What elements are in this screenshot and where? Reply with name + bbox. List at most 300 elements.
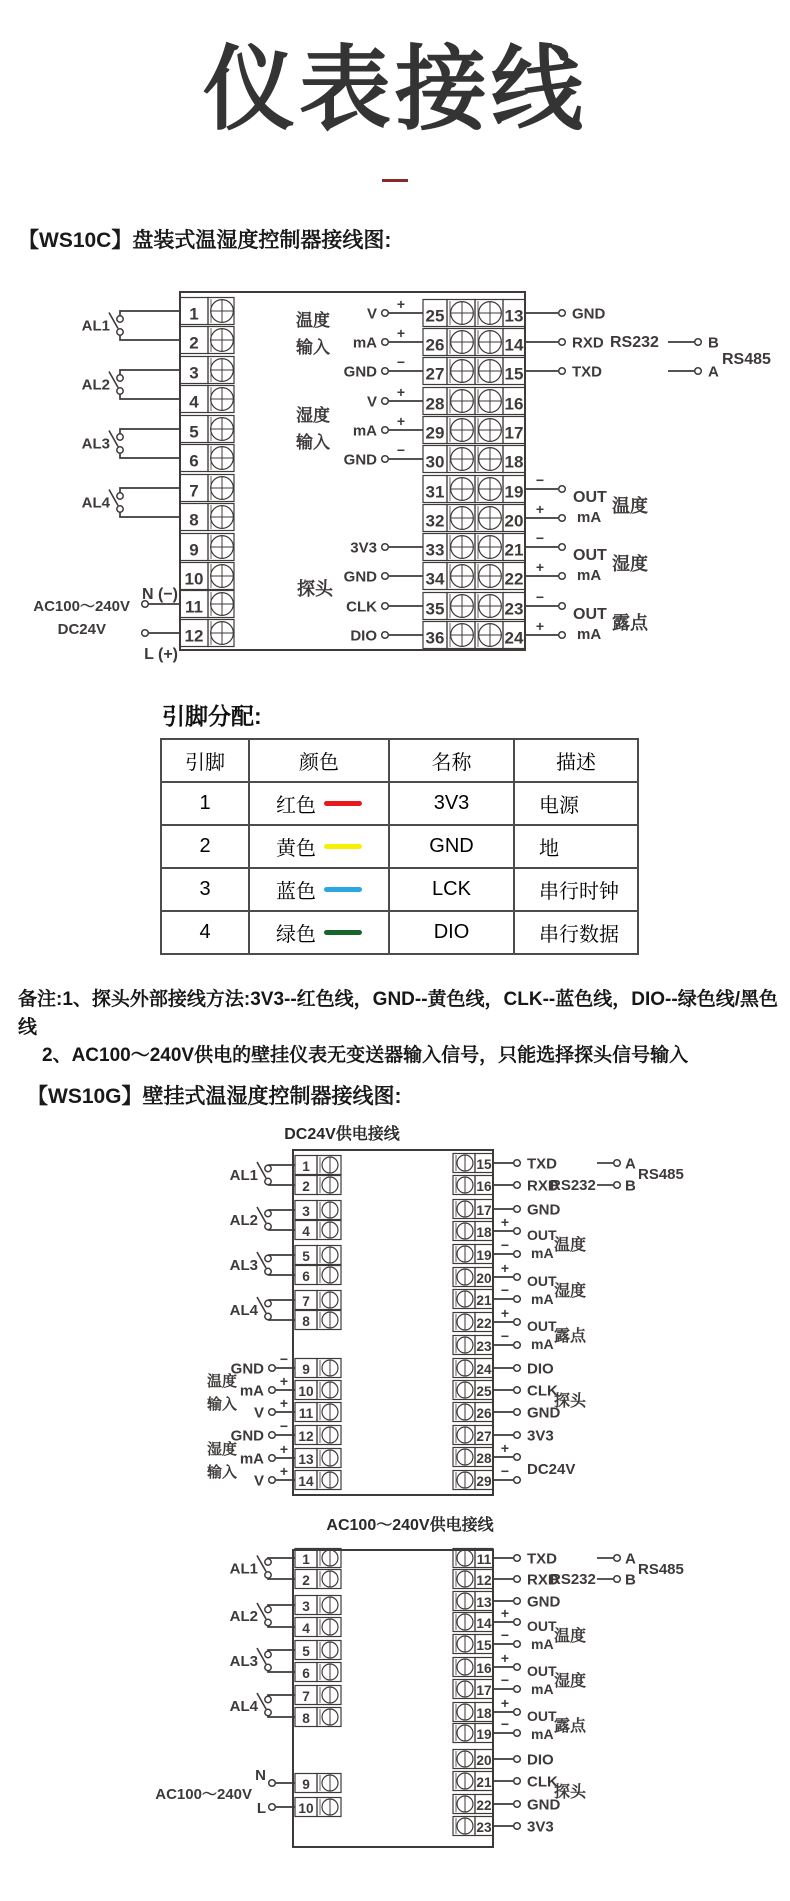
diagram-label: OUT xyxy=(527,1227,557,1243)
pin-number: 21 xyxy=(476,1292,492,1308)
pin-number: 24 xyxy=(476,1361,492,1377)
pin-number: 9 xyxy=(302,1776,310,1792)
wire-color-swatch-icon xyxy=(324,801,362,806)
terminal-dot-icon xyxy=(382,456,389,463)
wire xyxy=(268,1695,295,1696)
terminal-dot-icon xyxy=(559,515,566,522)
terminal-dot-icon xyxy=(514,1206,521,1213)
pin-number: 13 xyxy=(298,1451,314,1467)
pin-number: 20 xyxy=(476,1270,492,1286)
diagram-label: mA xyxy=(531,1636,554,1652)
notes xyxy=(18,986,783,1070)
pin-number-cell: 4 xyxy=(161,911,249,954)
pin-number: 3 xyxy=(302,1598,310,1614)
polarity-sign: + xyxy=(279,1373,289,1389)
terminal-label: mA xyxy=(352,334,377,352)
terminal-label: GND xyxy=(527,1201,561,1219)
diagram-label: 温度 xyxy=(296,311,330,330)
pin-number: 13 xyxy=(476,1594,492,1610)
pin-number: 2 xyxy=(302,1572,310,1588)
diagram-label: 温度 xyxy=(554,1237,587,1254)
pin-number: 8 xyxy=(189,510,199,530)
wire-color-name: 蓝色 xyxy=(276,881,316,903)
signal-desc-cell: 地 xyxy=(514,825,638,868)
pin-number: 22 xyxy=(476,1797,492,1813)
pin-number: 33 xyxy=(425,540,445,560)
section-title-ws10g: 【WS10G】壁挂式温湿度控制器接线图: xyxy=(27,1085,402,1108)
terminal-dot-icon xyxy=(269,1387,276,1394)
terminal-dot-icon xyxy=(514,1160,521,1167)
pin-table-title: 引脚分配: xyxy=(162,703,262,729)
terminal-label: TXD xyxy=(572,363,602,381)
terminal-dot-icon xyxy=(514,1641,521,1648)
terminal-dot-icon xyxy=(514,1342,521,1349)
pin-number: 19 xyxy=(476,1726,492,1742)
terminal-dot-icon xyxy=(269,1365,276,1372)
pin-number: 28 xyxy=(476,1450,492,1466)
pin-number: 5 xyxy=(302,1248,310,1264)
relay-contact-dot-icon xyxy=(265,1572,271,1578)
polarity-sign: + xyxy=(279,1463,289,1479)
terminal-dot-icon xyxy=(269,1780,276,1787)
pin-number: 4 xyxy=(189,392,199,412)
terminal-dot-icon xyxy=(514,1182,521,1189)
pin-number: 10 xyxy=(298,1800,314,1816)
wire-color-cell xyxy=(249,911,389,954)
pin-number: 11 xyxy=(185,597,203,617)
wire xyxy=(268,1605,295,1606)
polarity-sign: + xyxy=(396,384,406,400)
pin-number: 6 xyxy=(189,451,199,471)
terminal-dot-icon xyxy=(559,339,566,346)
terminal-dot-icon xyxy=(382,603,389,610)
pin-table-header-row xyxy=(161,739,638,782)
diagram-label: N (−) xyxy=(142,586,178,603)
diagram-label: L xyxy=(256,1800,266,1817)
pin-number: 1 xyxy=(302,1551,310,1567)
pin-number: 20 xyxy=(504,511,524,531)
terminal-label: GND xyxy=(343,568,377,586)
alarm-label: AL1 xyxy=(81,317,110,335)
diagram-label: mA xyxy=(531,1245,554,1261)
pin-table xyxy=(160,738,639,955)
terminal-dot-icon xyxy=(514,1756,521,1763)
pin-number: 17 xyxy=(504,423,524,443)
diagram-label: 露点 xyxy=(612,613,648,633)
subtitle-dc24v: DC24V供电接线 xyxy=(284,1126,400,1143)
signal-desc-cell: 串行时钟 xyxy=(514,868,638,911)
polarity-sign: + xyxy=(500,1440,510,1456)
diagram-label: RS485 xyxy=(638,1166,684,1183)
terminal-label: A xyxy=(625,1550,636,1568)
diagram-label: mA xyxy=(577,509,602,526)
polarity-sign: + xyxy=(279,1441,289,1457)
terminal-label: mA xyxy=(352,422,377,440)
terminal-dot-icon xyxy=(382,544,389,551)
polarity-sign: − xyxy=(396,442,406,458)
alarm-label: AL4 xyxy=(229,1698,258,1715)
pin-table-row xyxy=(161,825,638,868)
pin-number: 6 xyxy=(302,1268,310,1284)
terminal-dot-icon xyxy=(382,310,389,317)
alarm-label: AL3 xyxy=(81,435,110,453)
pin-number: 12 xyxy=(184,626,204,646)
relay-contact-dot-icon xyxy=(265,1313,271,1319)
wire-color-swatch-icon xyxy=(324,844,362,849)
diagram-label: 输入 xyxy=(296,338,330,357)
diagram-label: DC24V xyxy=(57,621,106,638)
wire xyxy=(268,1558,295,1559)
terminal-dot-icon xyxy=(559,310,566,317)
pin-table-row xyxy=(161,911,638,954)
diagram-label: OUT xyxy=(527,1663,557,1679)
polarity-sign: + xyxy=(500,1695,510,1711)
polarity-sign: − xyxy=(279,1351,289,1367)
pin-number: 25 xyxy=(425,306,445,326)
polarity-sign: + xyxy=(535,559,545,575)
pin-number: 10 xyxy=(184,569,204,589)
pin-table-row xyxy=(161,782,638,825)
diagram-label: AC100～240V xyxy=(33,598,130,615)
polarity-sign: − xyxy=(396,354,406,370)
terminal-dot-icon xyxy=(514,1365,521,1372)
terminal-label: RXD xyxy=(527,1571,559,1589)
pin-number: 16 xyxy=(476,1660,492,1676)
diagram-label: OUT xyxy=(527,1318,557,1334)
wire-color-name: 黄色 xyxy=(276,838,316,860)
diagram-label: 湿度 xyxy=(554,1673,587,1690)
terminal-dot-icon xyxy=(514,1730,521,1737)
wire xyxy=(120,429,180,434)
wire xyxy=(120,395,180,400)
terminal-label: A xyxy=(708,363,719,381)
terminal-dot-icon xyxy=(559,486,566,493)
diagram-label: mA xyxy=(531,1681,554,1697)
pin-number: 27 xyxy=(425,364,445,384)
pin-number: 1 xyxy=(189,304,199,324)
alarm-label: AL4 xyxy=(229,1302,258,1319)
terminal-dot-icon xyxy=(559,632,566,639)
diagram-label: mA xyxy=(531,1726,554,1742)
terminal-dot-icon xyxy=(514,1619,521,1626)
polarity-sign: + xyxy=(500,1260,510,1276)
diagram-label: OUT xyxy=(527,1273,557,1289)
terminal-label: GND xyxy=(572,305,606,323)
terminal-label: B xyxy=(625,1177,636,1195)
pin-number: 12 xyxy=(476,1572,492,1588)
wire xyxy=(120,488,180,493)
pin-number: 17 xyxy=(476,1202,492,1218)
terminal-label: GND xyxy=(230,1360,264,1378)
terminal-label: GND xyxy=(343,363,377,381)
polarity-sign: + xyxy=(500,1605,510,1621)
ws10c-wiring-diagram xyxy=(0,230,790,665)
terminal-dot-icon xyxy=(514,1432,521,1439)
relay-contact-dot-icon xyxy=(265,1223,271,1229)
pin-number: 4 xyxy=(302,1620,310,1636)
terminal-label: 3V3 xyxy=(527,1427,554,1445)
pin-number-cell: 3 xyxy=(161,868,249,911)
diagram-label: mA xyxy=(531,1336,554,1352)
pin-number: 14 xyxy=(476,1615,492,1631)
pin-number: 9 xyxy=(302,1361,310,1377)
relay-contact-dot-icon xyxy=(265,1651,271,1657)
diagram-label: 湿度 xyxy=(612,554,648,574)
terminal-dot-icon xyxy=(614,1555,621,1562)
pin-table-body xyxy=(161,782,638,954)
polarity-sign: + xyxy=(500,1305,510,1321)
polarity-sign: + xyxy=(535,618,545,634)
diagram-label: L (+) xyxy=(144,646,178,663)
terminal-label: V xyxy=(253,1472,264,1490)
polarity-sign: − xyxy=(500,1672,510,1688)
diagram-label: RS485 xyxy=(722,351,771,368)
alarm-label: AL2 xyxy=(229,1608,258,1625)
terminal-dot-icon xyxy=(514,1686,521,1693)
alarm-label: AL2 xyxy=(229,1212,258,1229)
terminal-dot-icon xyxy=(514,1664,521,1671)
pin-number: 15 xyxy=(504,364,524,384)
polarity-sign: − xyxy=(500,1237,510,1253)
diagram-label: 输入 xyxy=(206,1396,238,1413)
pin-number: 19 xyxy=(476,1247,492,1263)
terminal-label: CLK xyxy=(346,598,377,616)
pin-number: 18 xyxy=(504,452,524,472)
pin-number: 13 xyxy=(504,306,524,326)
title-underline xyxy=(382,179,408,182)
diagram-label: 温度 xyxy=(206,1373,238,1390)
alarm-label: AL1 xyxy=(229,1560,258,1578)
pin-number: 23 xyxy=(476,1819,492,1835)
pin-number: 18 xyxy=(476,1224,492,1240)
note-line-1: 备注:1、探头外部接线方法:3V3--红色线，GND--黄色线，CLK--蓝色线，DIO--绿色线/黑色线 xyxy=(18,989,778,1038)
terminal-label: CLK xyxy=(527,1773,558,1791)
pin-number: 35 xyxy=(425,599,445,619)
diagram-label: mA xyxy=(577,626,602,643)
pin-number: 29 xyxy=(476,1473,492,1489)
pin-number: 26 xyxy=(476,1405,492,1421)
terminal-dot-icon xyxy=(382,632,389,639)
wire xyxy=(268,1650,295,1651)
diagram-label: 湿度 xyxy=(554,1283,587,1300)
terminal-dot-icon xyxy=(514,1409,521,1416)
pin-number: 6 xyxy=(302,1665,310,1681)
pin-table-header-cell: 颜色 xyxy=(249,739,389,782)
signal-desc-cell: 电源 xyxy=(514,782,638,825)
relay-contact-dot-icon xyxy=(117,493,123,499)
pin-number: 7 xyxy=(302,1293,310,1309)
terminal-label: DIO xyxy=(527,1360,554,1378)
pin-number: 15 xyxy=(476,1156,492,1172)
terminal-dot-icon xyxy=(142,630,149,637)
pin-number: 31 xyxy=(425,482,445,502)
wire-color-name: 红色 xyxy=(276,795,316,817)
terminal-label: V xyxy=(366,393,377,411)
relay-contact-dot-icon xyxy=(117,506,123,512)
wire xyxy=(120,513,180,518)
relay-contact-dot-icon xyxy=(117,375,123,381)
diagram-label: N xyxy=(255,1767,266,1784)
terminal-dot-icon xyxy=(514,1823,521,1830)
pin-number: 32 xyxy=(425,511,445,531)
pin-number-cell: 2 xyxy=(161,825,249,868)
polarity-sign: + xyxy=(535,501,545,517)
terminal-dot-icon xyxy=(269,1477,276,1484)
signal-name-cell: GND xyxy=(389,825,514,868)
polarity-sign: − xyxy=(535,589,545,605)
relay-contact-dot-icon xyxy=(265,1268,271,1274)
terminal-dot-icon xyxy=(269,1455,276,1462)
pin-number: 19 xyxy=(504,482,524,502)
pin-number: 1 xyxy=(302,1158,310,1174)
terminal-label: A xyxy=(625,1155,636,1173)
pin-number: 23 xyxy=(504,599,524,619)
wire xyxy=(268,1626,295,1627)
wire xyxy=(120,336,180,341)
pin-number: 14 xyxy=(504,335,524,355)
diagram-label: OUT xyxy=(527,1618,557,1634)
signal-name-cell: 3V3 xyxy=(389,782,514,825)
wire xyxy=(120,454,180,459)
pin-table-header-cell: 引脚 xyxy=(161,739,249,782)
terminal-dot-icon xyxy=(382,427,389,434)
wire xyxy=(120,311,180,316)
terminal-dot-icon xyxy=(382,398,389,405)
pin-number: 9 xyxy=(189,540,199,560)
wire-color-cell xyxy=(249,782,389,825)
terminal-label: mA xyxy=(239,1450,264,1468)
pin-number: 22 xyxy=(476,1315,492,1331)
pin-number: 3 xyxy=(189,363,199,383)
pin-number: 2 xyxy=(302,1178,310,1194)
terminal-dot-icon xyxy=(269,1409,276,1416)
diagram-label: RS232 xyxy=(550,1177,596,1194)
diagram-label: 输入 xyxy=(206,1464,238,1481)
pin-number: 12 xyxy=(298,1428,314,1444)
relay-contact-dot-icon xyxy=(117,434,123,440)
terminal-label: CLK xyxy=(527,1382,558,1400)
relay-contact-dot-icon xyxy=(265,1619,271,1625)
terminal-dot-icon xyxy=(269,1432,276,1439)
pin-number: 5 xyxy=(189,422,199,442)
pin-number: 10 xyxy=(298,1383,314,1399)
relay-contact-dot-icon xyxy=(265,1709,271,1715)
terminal-dot-icon xyxy=(695,368,702,375)
relay-contact-dot-icon xyxy=(265,1606,271,1612)
terminal-label: B xyxy=(708,334,719,352)
note-line-2: 2、AC100～240V供电的壁挂仪表无变送器输入信号，只能选择探头信号输入 xyxy=(42,1045,689,1066)
terminal-dot-icon xyxy=(514,1576,521,1583)
relay-contact-dot-icon xyxy=(117,329,123,335)
relay-contact-dot-icon xyxy=(265,1664,271,1670)
terminal-label: 3V3 xyxy=(350,539,377,557)
diagram-label: 输入 xyxy=(296,433,330,452)
polarity-sign: − xyxy=(500,1328,510,1344)
terminal-label: V xyxy=(366,305,377,323)
diagram-label: 探头 xyxy=(554,1784,587,1801)
wire xyxy=(268,1716,295,1717)
pin-number: 34 xyxy=(425,569,445,589)
diagram-label: mA xyxy=(577,567,602,584)
pin-number: 17 xyxy=(476,1682,492,1698)
alarm-label: AL3 xyxy=(229,1653,258,1670)
pin-number: 26 xyxy=(425,335,445,355)
terminal-dot-icon xyxy=(614,1576,621,1583)
terminal-label: B xyxy=(625,1571,636,1589)
diagram-label: 露点 xyxy=(554,1328,587,1345)
page-title: 仪表接线 xyxy=(202,39,587,141)
terminal-dot-icon xyxy=(514,1387,521,1394)
alarm-label: AL3 xyxy=(229,1257,258,1274)
terminal-label: RXD xyxy=(527,1177,559,1195)
terminal-label: DIO xyxy=(527,1751,554,1769)
terminal-dot-icon xyxy=(514,1477,521,1484)
pin-number: 8 xyxy=(302,1313,310,1329)
terminal-label: DIO xyxy=(350,627,377,645)
relay-contact-dot-icon xyxy=(117,316,123,322)
terminal-dot-icon xyxy=(559,544,566,551)
wire-color-swatch-icon xyxy=(324,887,362,892)
terminal-dot-icon xyxy=(514,1251,521,1258)
relay-contact-dot-icon xyxy=(117,388,123,394)
wire-color-cell xyxy=(249,868,389,911)
polarity-sign: + xyxy=(396,325,406,341)
wire-color-name: 绿色 xyxy=(276,924,316,946)
pin-number: 25 xyxy=(476,1383,492,1399)
terminal-dot-icon xyxy=(559,368,566,375)
diagram-label: 探头 xyxy=(554,1393,587,1410)
terminal-label: RXD xyxy=(572,334,604,352)
signal-name-cell: DIO xyxy=(389,911,514,954)
diagram-label: OUT xyxy=(527,1708,557,1724)
pin-number: 8 xyxy=(302,1710,310,1726)
polarity-sign: − xyxy=(535,530,545,546)
ws10g-ac-wiring-diagram xyxy=(0,1546,790,1901)
pin-number: 15 xyxy=(476,1637,492,1653)
polarity-sign: + xyxy=(500,1650,510,1666)
terminal-dot-icon xyxy=(514,1274,521,1281)
pin-table-header-cell: 描述 xyxy=(514,739,638,782)
alarm-label: AL1 xyxy=(229,1167,258,1184)
terminal-label: GND xyxy=(527,1593,561,1611)
polarity-sign: + xyxy=(396,413,406,429)
wire xyxy=(120,370,180,375)
diagram-label: OUT xyxy=(573,489,607,506)
pin-number: 23 xyxy=(476,1338,492,1354)
alarm-label: AL4 xyxy=(81,494,110,512)
section-title-ws10c: 【WS10C】盘装式温湿度控制器接线图: xyxy=(18,229,392,252)
terminal-label: GND xyxy=(527,1796,561,1814)
terminal-dot-icon xyxy=(614,1182,621,1189)
polarity-sign: − xyxy=(535,472,545,488)
pin-number: 28 xyxy=(425,394,445,414)
pin-number-cell: 1 xyxy=(161,782,249,825)
terminal-label: TXD xyxy=(527,1155,557,1173)
polarity-sign: − xyxy=(500,1282,510,1298)
pin-number: 30 xyxy=(425,452,445,472)
pin-number: 2 xyxy=(189,333,199,353)
terminal-dot-icon xyxy=(559,573,566,580)
terminal-dot-icon xyxy=(514,1801,521,1808)
diagram-label: mA xyxy=(531,1291,554,1307)
terminal-label: V xyxy=(253,1404,264,1422)
terminal-label: GND xyxy=(230,1427,264,1445)
pin-number: 7 xyxy=(302,1688,310,1704)
polarity-sign: + xyxy=(279,1395,289,1411)
diagram-label: OUT xyxy=(573,606,607,623)
terminal-label: mA xyxy=(239,1382,264,1400)
relay-contact-dot-icon xyxy=(265,1696,271,1702)
